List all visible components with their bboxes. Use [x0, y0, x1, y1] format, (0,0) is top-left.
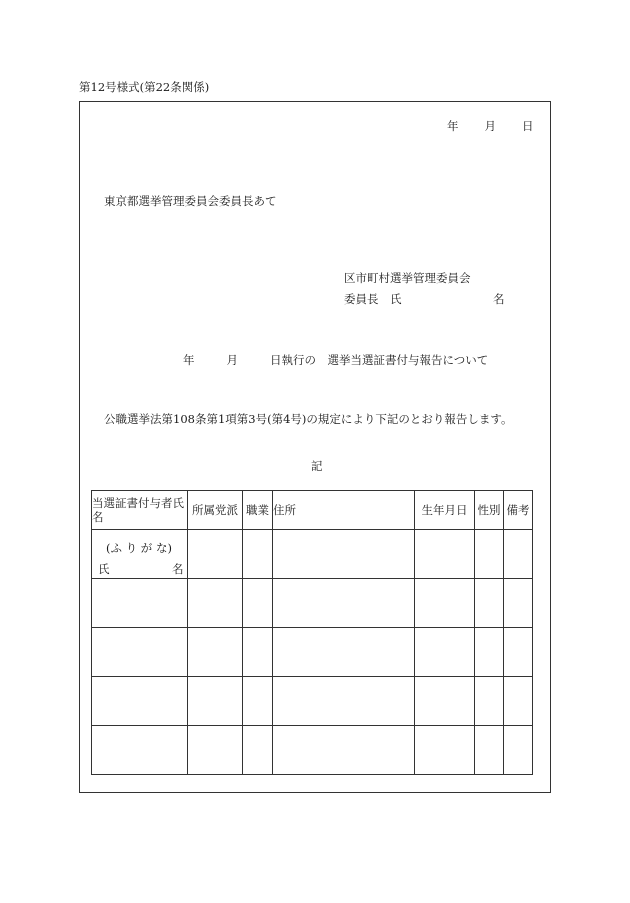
- header-occupation: 職業: [243, 491, 273, 530]
- table-row: [92, 530, 533, 579]
- table-cell[interactable]: [188, 530, 243, 579]
- date-day: 日: [522, 119, 534, 133]
- subject-rest: 日執行の 選挙当選証書付与報告について: [270, 353, 489, 367]
- date-year: 年: [447, 119, 459, 133]
- subject-line: [183, 355, 488, 367]
- header-name: 当選証書付与者氏名: [92, 491, 188, 530]
- table-cell[interactable]: [243, 579, 273, 628]
- table-row: [92, 726, 533, 775]
- date-month: 月: [484, 119, 496, 133]
- table-cell[interactable]: [475, 628, 504, 677]
- table-cell[interactable]: [475, 726, 504, 775]
- table-cell[interactable]: [92, 628, 188, 677]
- table-cell[interactable]: [92, 726, 188, 775]
- header-sex: 性別: [475, 491, 504, 530]
- table-cell[interactable]: [475, 677, 504, 726]
- table-cell[interactable]: [504, 530, 533, 579]
- subject-month: 月: [226, 353, 238, 367]
- sender-title: 委員長 氏: [344, 292, 402, 306]
- table-cell[interactable]: [92, 579, 188, 628]
- name-cell-furigana[interactable]: [92, 530, 188, 579]
- table-cell[interactable]: [243, 726, 273, 775]
- form-label: 第12号様式(第22条関係): [79, 80, 210, 94]
- subject-year: 年: [183, 353, 195, 367]
- sender-name-suffix: 名: [493, 292, 505, 306]
- header-birthdate: 生年月日: [415, 491, 475, 530]
- table-cell[interactable]: [504, 677, 533, 726]
- table-cell[interactable]: [273, 677, 415, 726]
- table-cell[interactable]: [273, 628, 415, 677]
- body-text: 公職選挙法第108条第1項第3号(第4号)の規定により下記のとおり報告します。: [104, 412, 513, 426]
- table-row: [92, 677, 533, 726]
- ki-heading: 記: [311, 459, 323, 473]
- table-cell[interactable]: [504, 579, 533, 628]
- table-cell[interactable]: [273, 726, 415, 775]
- table-cell[interactable]: [415, 530, 475, 579]
- header-notes: 備考: [504, 491, 533, 530]
- addressee: 東京都選挙管理委員会委員長あて: [104, 194, 277, 208]
- result-table: [91, 490, 533, 775]
- table-cell[interactable]: [243, 628, 273, 677]
- table-cell[interactable]: [92, 677, 188, 726]
- table-cell[interactable]: [188, 579, 243, 628]
- header-party: 所属党派: [188, 491, 243, 530]
- table-cell[interactable]: [475, 579, 504, 628]
- table-cell[interactable]: [504, 628, 533, 677]
- mei-label: 名: [172, 562, 184, 576]
- table-cell[interactable]: [273, 530, 415, 579]
- table-header-row: [92, 491, 533, 530]
- table-cell[interactable]: [188, 726, 243, 775]
- furigana-label: (ふ り が な): [106, 541, 172, 555]
- table-cell[interactable]: [415, 677, 475, 726]
- table-cell[interactable]: [243, 530, 273, 579]
- table-cell[interactable]: [475, 530, 504, 579]
- table-cell[interactable]: [415, 726, 475, 775]
- table-cell[interactable]: [243, 677, 273, 726]
- sender-organization: 区市町村選挙管理委員会: [344, 271, 471, 285]
- table-cell[interactable]: [273, 579, 415, 628]
- table-cell[interactable]: [188, 677, 243, 726]
- table-cell[interactable]: [188, 628, 243, 677]
- shi-label: 氏: [98, 562, 110, 576]
- table-row: [92, 579, 533, 628]
- table-cell[interactable]: [415, 579, 475, 628]
- date-line: [447, 121, 534, 133]
- table-row: [92, 628, 533, 677]
- table-cell[interactable]: [415, 628, 475, 677]
- header-address: 住所: [273, 491, 415, 530]
- table-cell[interactable]: [504, 726, 533, 775]
